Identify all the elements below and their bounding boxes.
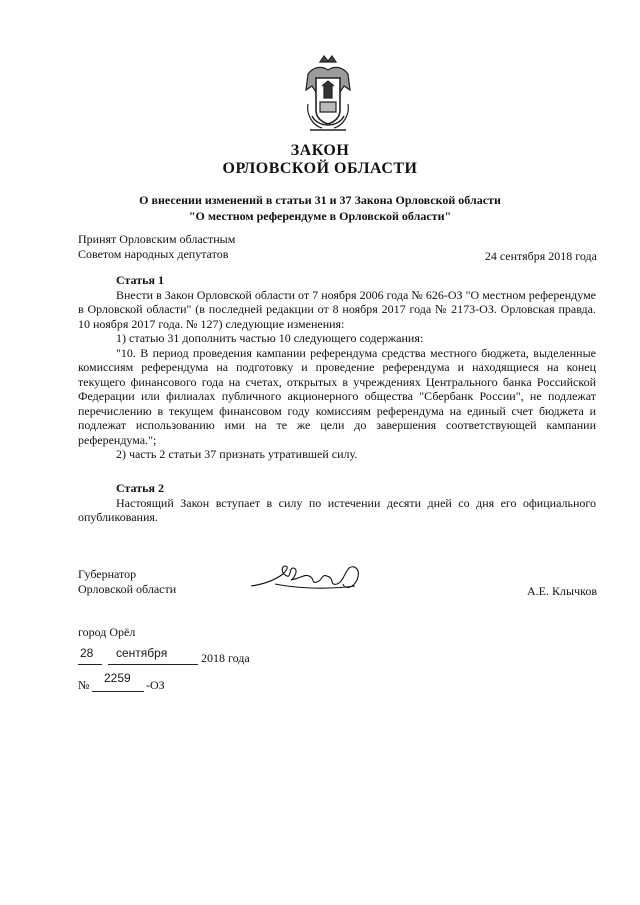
city: город Орёл xyxy=(78,625,136,639)
signing-date xyxy=(78,646,268,665)
number-value: 2259 xyxy=(104,671,131,685)
signatory-title xyxy=(78,567,176,596)
article-2-text: Настоящий Закон вступает в силу по истечении десяти дней со дня его официального опубликования. xyxy=(78,495,596,524)
adoption-line: Принят Орловским областным xyxy=(78,232,236,246)
signing-day: 28 xyxy=(80,646,94,660)
article-2 xyxy=(78,481,596,525)
adoption-date: 24 сентября 2018 года xyxy=(484,249,597,263)
subtitle-line: "О местном референдуме в Орловской области" xyxy=(188,209,452,223)
article-1-item-1: 1) статью 31 дополнить частью 10 следующего содержания: xyxy=(116,331,424,345)
article-1-item-2: 2) часть 2 статьи 37 признать утратившей силу. xyxy=(116,447,358,461)
law-title: ЗАКОН xyxy=(290,142,350,159)
article-1-quote: "10. В период проведения кампании референдума средства местного бюджета, выделенные комиссиям референдума на подготовку и проведение референдума и находящиеся на конец текущего финансового года на счетах, открытых в учреждениях Центрального банка Российской Федерации или филиалах публичного акционерного общества "Сбербанк России", не подлежат перечислению в текущем финансовом году комиссиям референдума на единый счет бюджета и подлежат использованию ими на те же цели до завершения соответствующей кампании референдума."; xyxy=(78,345,596,447)
signatory-name: А.Е. Клычков xyxy=(527,584,597,598)
coat-of-arms-emblem xyxy=(300,52,356,136)
number-sign: № xyxy=(78,678,90,692)
article-1-intro: Внести в Закон Орловской области от 7 ноября 2006 года № 626-ОЗ "О местном референдуме в Орловской области" (в последней редакции от 8 ноября 2017 года № 2173-ОЗ. Орловская правда. 10 ноября 2017 года. № 127) следующие изменения: xyxy=(78,287,596,331)
article-2-heading: Статья 2 xyxy=(116,481,164,495)
signing-month: сентября xyxy=(116,646,168,660)
subtitle-line: О внесении изменений в статьи 31 и 37 Закона Орловской области xyxy=(139,193,501,207)
signatory-title-line: Орловской области xyxy=(78,581,177,596)
article-1 xyxy=(78,273,596,462)
signatory-title-line: Губернатор xyxy=(78,567,137,581)
adoption-block xyxy=(78,232,235,261)
number-suffix: -ОЗ xyxy=(146,678,165,692)
law-number xyxy=(78,671,198,694)
article-1-heading: Статья 1 xyxy=(116,273,164,287)
adoption-line: Советом народных депутатов xyxy=(78,246,229,261)
region-title: ОРЛОВСКОЙ ОБЛАСТИ xyxy=(222,160,418,177)
handwritten-signature xyxy=(245,560,380,600)
law-subtitle xyxy=(0,192,640,224)
signing-year: 2018 года xyxy=(201,651,250,665)
